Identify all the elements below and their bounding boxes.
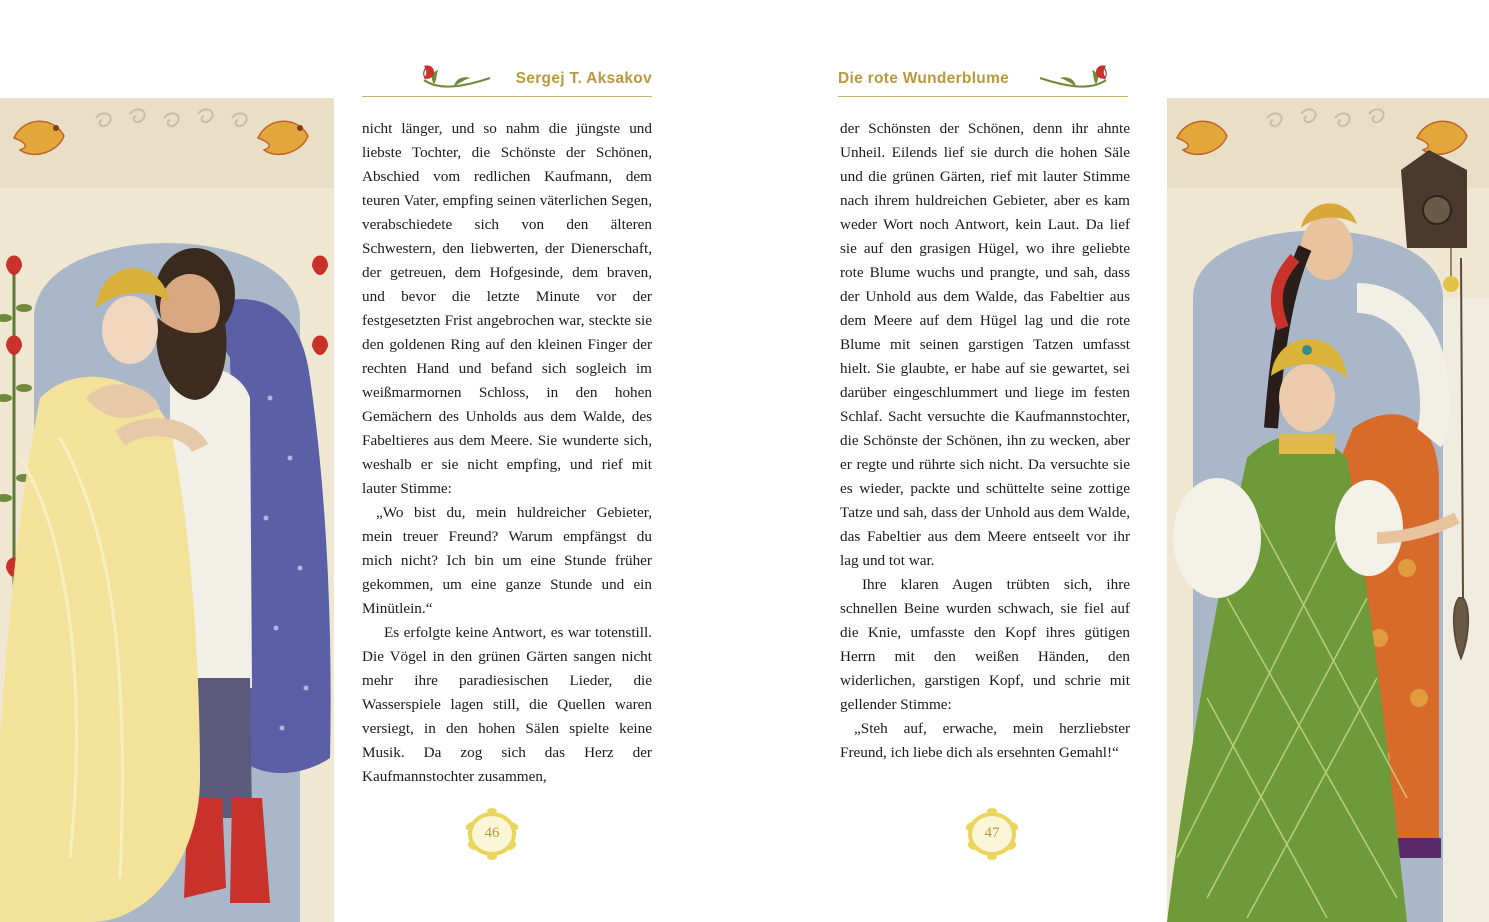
page-number-text: 47 (984, 825, 1000, 841)
left-page (0, 0, 744, 922)
paragraph: der Schönsten der Schönen, denn ihr ahnte Unheil. Eilends lief sie durch die hohen Säle und die grünen Gärten, rief mit lauter Stimme nach ihrem huldreichen Gebieter, aber es kam weder Wort noch Antwort, kein Laut. Da lief sie auf den grasigen Hügel, wo ihre geliebte rote Blume wuchs und prangte, und sah, dass der Unhold aus dem Walde, das Fabeltier aus dem Meere auf dem Hügel lag und die rote Blume mit seinen garstigen Tatzen umfasst hielt. Sie glaubte, er habe auf sie gewartet, sei darüber eingeschlummert und liege im festen Schlaf. Sacht versuchte die Kaufmannstochter, die Schönste der Schönen, ihn zu wecken, aber er regte und rührte sich nicht. Da versuchte sie es wieder, packte und schüttelte seine zottige Tatze und sah, dass der Unhold aus dem Walde, das Fabeltier aus dem Meere entseelt vor ihr lag und tot war. (840, 120, 1130, 569)
paragraph: Es erfolgte keine Antwort, es war totenstill. Die Vögel in den grünen Gärten sangen nicht mehr ihre paradiesischen Lieder, die Wasserspiele lagen still, die Quellen waren versiegt, in den hohen Sälen spielte keine Musik. Da zog sich das Herz der Kaufmannstochter zusammen, (362, 624, 652, 785)
right-page (745, 0, 1489, 922)
paragraph-quote: „Steh auf, erwache, mein herzliebster Freund, ich liebe dich als ersehnten Gemahl!“ (840, 720, 1130, 761)
paragraph-quote: „Wo bist du, mein huldreicher Gebieter, mein treuer Freund? Warum empfängst du mich nicht? Ich bin um eine Stunde früher gekommen, um eine ganze Stunde und ein Minütlein.“ (362, 504, 652, 617)
running-head-author: Sergej T. Aksakov (515, 70, 652, 87)
body-text-right (840, 117, 1130, 765)
paragraph: nicht länger, und so nahm die jüngste und liebste Tochter, die Schönste der Schönen, Abschied vom redlichen Kaufmann, dem teuren Vater, empfing seinen väterlichen Segen, verabschiedete sich von den älteren Schwestern, den liebwerten, der Dienerschaft, der getreuen, dem Hofgesinde, dem braven, und bevor die letzte Minute vor der festgesetzten Frist angebrochen war, steckte sie den goldenen Ring auf den kleinen Finger der rechten Hand und befand sich sogleich im weißmarmornen Schloss, in den hohen Gemächern des Unholds aus dem Walde, des Fabeltieres aus dem Meere. Sie wunderte sich, weshalb er sie nicht empfing, und rief mit lauter Stimme: (362, 120, 652, 497)
red-tulip-icon (420, 64, 492, 90)
page-number-text: 46 (484, 825, 500, 841)
red-tulip-icon (1038, 64, 1110, 90)
running-head-right (838, 62, 1128, 97)
page-number-left (462, 806, 522, 862)
paragraph: Ihre klaren Augen trübten sich, ihre schnellen Beine wurden schwach, sie fiel auf die Knie, umfasste den Kopf ihres gütigen Herrn mit den weißen Händen, den widerlichen, garstigen Kopf, und schrie mit gellender Stimme: (840, 576, 1130, 713)
illustration-two-maidens (1167, 98, 1489, 922)
page-number-right (962, 806, 1022, 862)
running-head-title: Die rote Wunderblume (838, 70, 1010, 87)
illustration-embracing-couple (0, 98, 334, 922)
running-head-left (362, 62, 652, 97)
body-text-left (362, 117, 652, 789)
